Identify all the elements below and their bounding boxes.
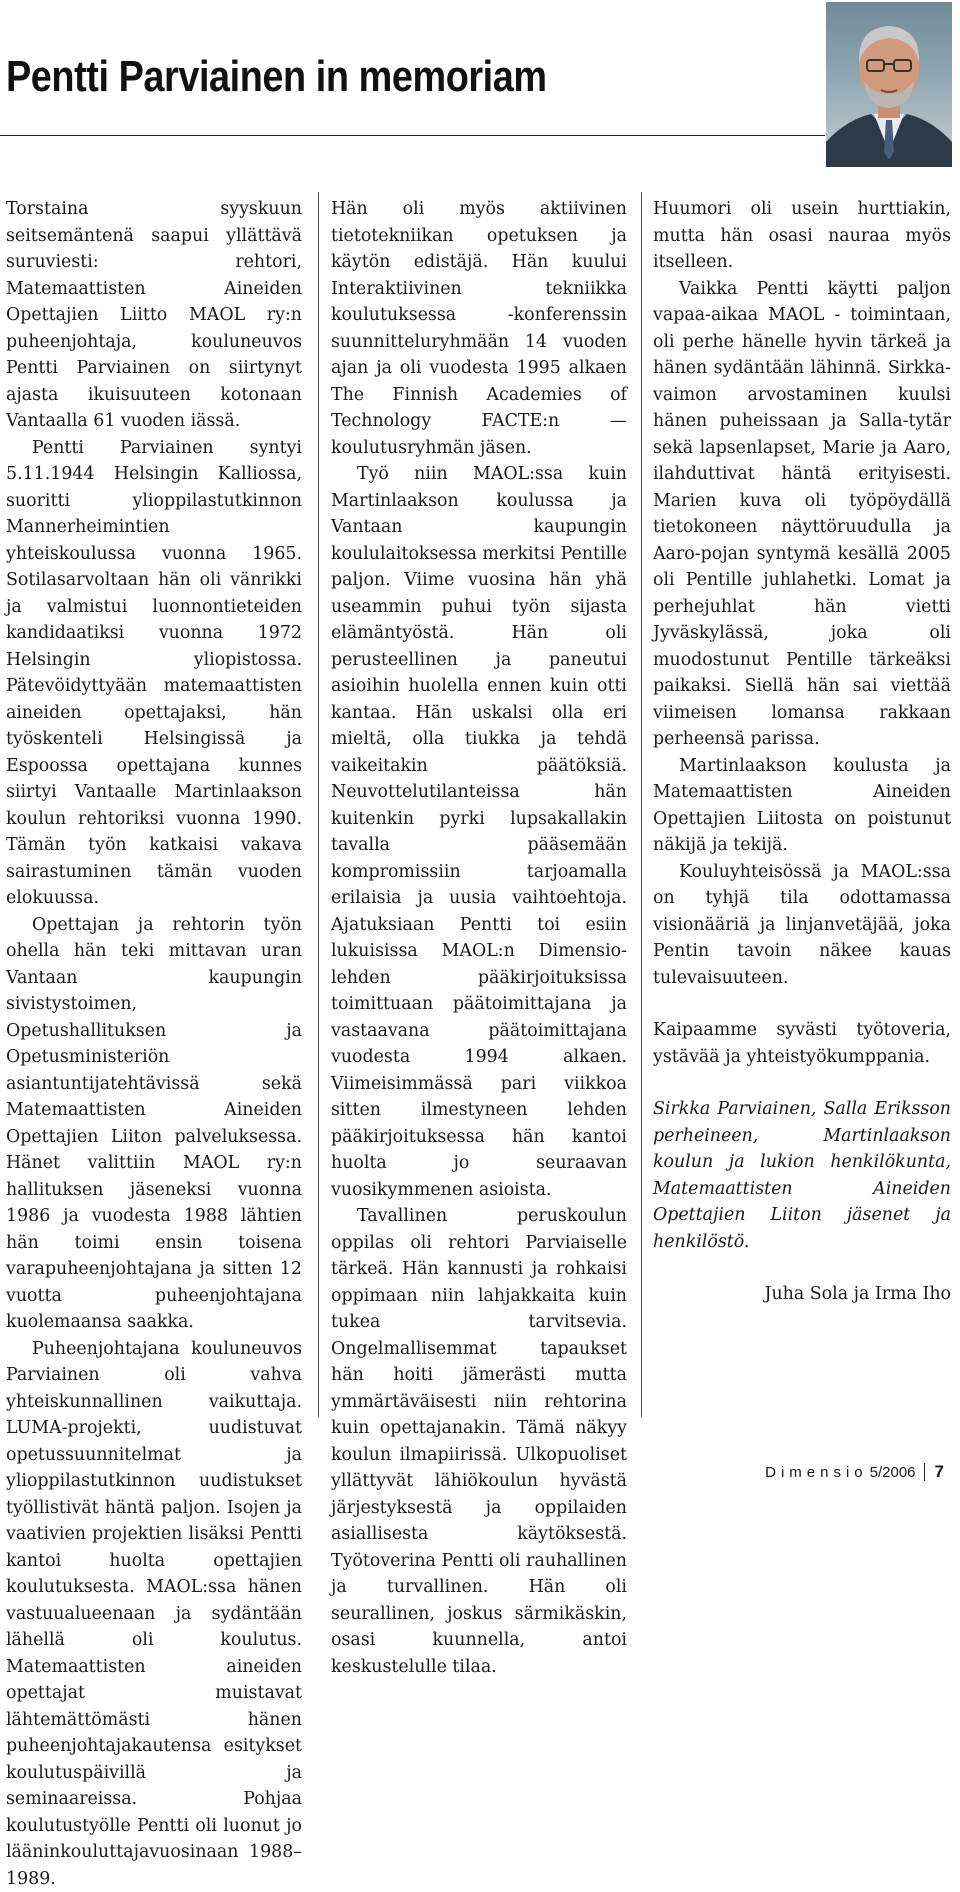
article-column-2 bbox=[331, 196, 627, 1680]
magazine-name: Dimensio bbox=[765, 1464, 868, 1481]
paragraph: Pentti Parviainen syntyi 5.11.1944 Helsingin Kalliossa, suoritti ylioppilastutkinnon Mannerheimintien yhteiskoulussa vuonna 1965. Sotilasarvoltaan hän oli vänrikki ja valmistui luonnontieteiden kandidaatiksi vuonna 1972 Helsingin yliopistossa. Pätevöidyttyään matemaattisten aineiden opettajaksi, hän työskenteli Helsingissä ja Espoossa opettajana kunnes siirtyi Vantaalle Martinlaakson koulun rehtoriksi vuonna 1990. Tämän työn katkaisi vakava sairastuminen tämän vuoden elokuussa. bbox=[6, 435, 302, 912]
paragraph: Opettajan ja rehtorin työn ohella hän teki mittavan uran Vantaan kaupungin sivistystoimen, Opetushallituksen ja Opetusministeriön asiantuntijatehtävissä sekä Matemaattisten Aineiden Opettajien Liiton palveluksessa. Hänet valittiin MAOL ry:n hallituksen jäseneksi vuonna 1986 ja vuodesta 1988 lähtien hän toimi ensin toisena varapuheenjohtajana ja sitten 12 vuotta puheenjohtajana kuolemaansa saakka. bbox=[6, 912, 302, 1336]
paragraph: Torstaina syyskuun seitsemäntenä saapui yllättävä suruviesti: rehtori, Matemaattisten Aineiden Opettajien Liitto MAOL ry:n puheenjohtaja, kouluneuvos Pentti Parviainen on siirtynyt ajasta ikuisuuteen kotonaan Vantaalla 61 vuoden iässä. bbox=[6, 196, 302, 435]
paragraph: Martinlaakson koulusta ja Matemaattisten Aineiden Opettajien Liitosta on poistunut näkijä ja tekijä. bbox=[653, 753, 951, 859]
footer-divider bbox=[924, 1463, 925, 1481]
article-title: Pentti Parviainen in memoriam bbox=[6, 52, 547, 102]
closing-line: Kaipaamme syvästi työtoveria, ystävää ja yhteistyökumppania. bbox=[653, 1017, 951, 1070]
authors: Juha Sola ja Irma Iho bbox=[653, 1281, 951, 1308]
paragraph: Hän oli myös aktiivinen tietotekniikan opetuksen ja käytön edistäjä. Hän kuului Interaktiivinen tekniikka koulutuksessa -konferenssin suunnitteluryhmään 14 vuoden ajan ja oli vuodesta 1995 alkaen The Finnish Academies of Technology FACTE:n — koulutusryhmän jäsen. bbox=[331, 196, 627, 461]
article-column-3 bbox=[653, 196, 951, 1308]
signatories: Sirkka Parviainen, Salla Eriksson perheineen, Martinlaakson koulun ja lukion henkilökunta, Matemaattisten Aineiden Opettajien Liiton jäsenet ja henkilöstö. bbox=[653, 1096, 951, 1255]
paragraph: Huumori oli usein hurttiakin, mutta hän osasi nauraa myös itselleen. bbox=[653, 196, 951, 276]
column-divider bbox=[641, 192, 642, 1417]
page-footer bbox=[765, 1462, 944, 1482]
paragraph: Kouluyhteisössä ja MAOL:ssa on tyhjä tila odottamassa visionääriä ja linjanvetäjää, joka Pentin tavoin näkee kauas tulevaisuuteen. bbox=[653, 859, 951, 992]
title-divider bbox=[0, 135, 825, 136]
portrait-photo bbox=[826, 2, 952, 167]
portrait-photo-icon bbox=[826, 2, 952, 167]
article-column-1 bbox=[6, 196, 302, 1892]
issue-number: 5/2006 bbox=[870, 1464, 916, 1481]
paragraph: Tavallinen peruskoulun oppilas oli rehtori Parviaiselle tärkeä. Hän kannusti ja rohkaisi oppimaan niin lahjakkaita kuin tukea tarvitsevia. Ongelmallisemmat tapaukset hän hoiti jämerästi mutta ymmärtäväisesti niin rehtorina kuin opettajanakin. Tämä näkyy koulun ilmapiirissä. Ulkopuoliset yllättyvät lähiökoulun hyvästä järjestyksestä ja oppilaiden asiallisesta käytöksestä. Työtoverina Pentti oli rauhallinen ja turvallinen. Hän oli seurallinen, joskus särmikäskin, osasi kuunnella, antoi keskustelulle tilaa. bbox=[331, 1203, 627, 1680]
page-number: 7 bbox=[935, 1462, 944, 1482]
paragraph: Työ niin MAOL:ssa kuin Martinlaakson koulussa ja Vantaan kaupungin koululaitoksessa merkitsi Pentille paljon. Viime vuosina hän yhä useammin puhui työn sijasta elämäntyöstä. Hän oli perusteellinen ja paneutui asioihin huolella ennen kuin otti kantaa. Hän uskalsi olla eri mieltä, olla tiukka ja tehdä vaikeitakin päätöksiä. Neuvottelutilanteissa hän kuitenkin pyrki lupsakallakin tavalla pääsemään kompromissiin tarjoamalla erilaisia ja uusia vaihtoehtoja. Ajatuksiaan Pentti toi esiin lukuisissa MAOL:n Dimensio-lehden pääkirjoituksissa toimittuaan päätoimittajana ja vastaavana päätoimittajana vuodesta 1994 alkaen. Viimeisimmässä pari viikkoa sitten ilmestyneen lehden pääkirjoituksessa hän kantoi huolta jo seuraavan vuosikymmenen asioista. bbox=[331, 461, 627, 1203]
column-divider bbox=[318, 192, 319, 1417]
paragraph: Puheenjohtajana kouluneuvos Parviainen oli vahva yhteiskunnallinen vaikuttaja. LUMA-projekti, uudistuvat opetussuunnitelmat ja ylioppilastutkinnon uudistukset työllistivät häntä paljon. Isojen ja vaativien projektien lisäksi Pentti kantoi huolta opettajien koulutuksesta. MAOL:ssa hänen vastuualueenaan ja sydäntään lähellä oli koulutus. Matemaattisten aineiden opettajat muistavat lähtemättömästi hänen puheenjohtajakautensa esitykset koulutuspäivillä ja seminaareissa. Pohjaa koulutustyölle Pentti oli luonut jo lääninkouluttajavuosinaan 1988–1989. bbox=[6, 1336, 302, 1892]
paragraph: Vaikka Pentti käytti paljon vapaa-aikaa MAOL - toimintaan, oli perhe hänelle hyvin tärkeä ja hänen sydäntään lähinnä. Sirkka-vaimon arvostaminen kuulsi hänen puheissaan ja Salla-tytär sekä lapsenlapset, Marie ja Aaro, ilahduttivat häntä erityisesti. Marien kuva oli työpöydällä tietokoneen näyttöruudulla ja Aaro-pojan syntymä kesällä 2005 oli Pentille juhlahetki. Lomat ja perhejuhlat hän vietti Jyväskylässä, joka oli muodostunut Pentille tärkeäksi paikaksi. Siellä hän sai viettää viimeisen lomansa rakkaan perheensä parissa. bbox=[653, 276, 951, 753]
